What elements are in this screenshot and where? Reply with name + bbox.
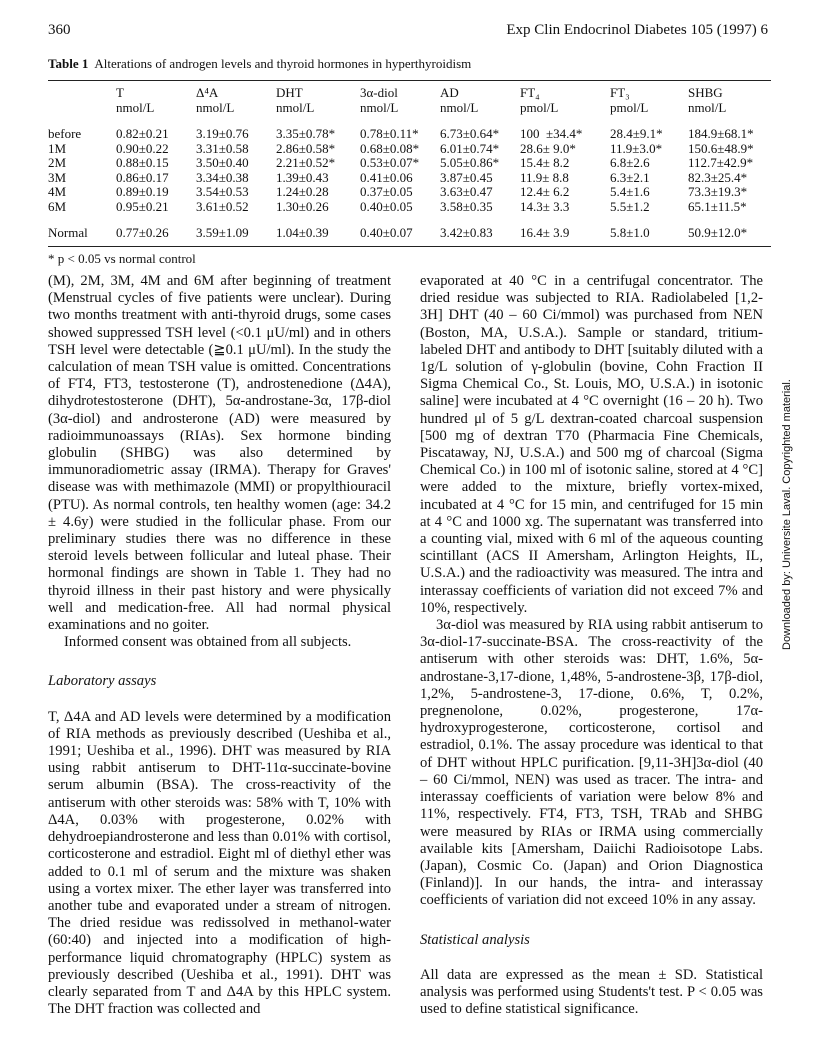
table-cell: 3.31±0.58: [196, 140, 249, 156]
table-row: [48, 200, 771, 215]
table-cell: 12.4± 6.2: [520, 184, 570, 199]
copyright-sidenote: [781, 379, 797, 651]
table-cell: 3.54±0.53: [196, 184, 249, 199]
table-cell: 3.87±0.45: [440, 169, 493, 185]
column-header: [116, 86, 196, 115]
column-name: FT₃: [610, 85, 630, 100]
section-heading: Laboratory assays: [48, 673, 157, 690]
table-cell: 3.63±0.47: [440, 184, 493, 199]
column-name: DHT: [276, 85, 303, 100]
column-header: [48, 86, 116, 115]
column-unit: nmol/L: [360, 99, 399, 115]
table-footnote: * p < 0.05 vs normal control: [48, 251, 196, 266]
column-name: 3α-diol: [360, 85, 398, 100]
table-cell: 2.86±0.58*: [276, 140, 336, 156]
table-cell: 16.4± 3.9: [520, 225, 570, 240]
table-cell: 184.9±68.1*: [688, 126, 754, 141]
column-unit: nmol/L: [276, 99, 315, 115]
paragraph: Informed consent was obtained from all subjects.: [64, 634, 352, 651]
table-row: [48, 185, 771, 200]
table-cell: 73.3±19.3*: [688, 184, 748, 199]
column-name: AD: [440, 85, 459, 100]
table-cell: 3.59±1.09: [196, 225, 249, 240]
table-cell: 0.40±0.05: [360, 198, 413, 214]
row-label: 3M: [48, 169, 67, 185]
table-cell: 5.8±1.0: [610, 225, 650, 240]
table-cell: 5.5±1.2: [610, 198, 650, 214]
table-cell: 28.4±9.1*: [610, 126, 663, 141]
column-unit: nmol/L: [196, 99, 235, 115]
table-cell: 0.77±0.26: [116, 225, 169, 240]
column-header: [440, 86, 520, 115]
table-cell: 15.4± 8.2: [520, 155, 570, 170]
column-name: FT₄: [520, 85, 540, 100]
table-cell: 6.01±0.74*: [440, 140, 500, 156]
table-caption-text: Alterations of androgen levels and thyroid hormones in hyperthyroidism: [94, 56, 472, 71]
table-bottom-rule: [48, 246, 771, 247]
left-column: [48, 273, 391, 1018]
table-cell: 0.68±0.08*: [360, 140, 420, 156]
section-heading: Statistical analysis: [420, 931, 530, 948]
table-cell: 3.61±0.52: [196, 198, 249, 214]
table-cell: 0.40±0.07: [360, 225, 413, 240]
table-row: [48, 127, 771, 142]
table-cell: 2.21±0.52*: [276, 155, 336, 170]
paragraph: All data are expressed as the mean ± SD. Statistical analysis was performed using Students't test. P < 0.05 was used to define statistical significance.: [420, 966, 763, 1018]
table-cell: 0.95±0.21: [116, 198, 169, 214]
row-label: 4M: [48, 184, 67, 199]
paragraph: T, Δ4A and AD levels were determined by a modification of RIA methods as previously described (Ueshiba et al., 1991; Ueshiba et al., 1996). DHT was measured by RIA using rabbit antiserum to DHT-11α-succinate-bovine serum albumin (BSA). The cross-reactivity of the antiserum with other steroids was: 58% with T, 10% with Δ4A, 0.03% with progesterone, 0.02% with dehydroepiandrosterone and less than 0.01% with cortisol, corticosterone and estradiol. Eight ml of diethyl ether was added to 0.1 ml of serum and the mixture was shaken using a vortex mixer. The ether layer was transferred into another tube and evaporated under a stream of nitrogen. The dried residue was redissolved in methanol-water (60:40) and injected into a modification of high-performance liquid chromatography (HPLC) system as previously described (Ueshiba et al., 1991). DHT was clearly separated from T and Δ4A by this HPLC system. The DHT fraction was collected and: [48, 708, 391, 1018]
table-cell: 3.19±0.76: [196, 126, 249, 141]
column-unit: nmol/L: [688, 99, 727, 115]
table-cell: 0.41±0.06: [360, 169, 413, 185]
table-cell: 1.24±0.28: [276, 184, 329, 199]
data-table: [48, 86, 771, 241]
table-cell: 3.35±0.78*: [276, 126, 336, 141]
column-name: SHBG: [688, 85, 723, 100]
table-cell: 65.1±11.5*: [688, 198, 747, 214]
table-cell: 0.53±0.07*: [360, 155, 420, 170]
column-name: Δ⁴A: [196, 85, 219, 100]
table-cell: 50.9±12.0*: [688, 225, 748, 240]
table-row: [48, 156, 771, 171]
table-row: [48, 214, 771, 241]
table-cell: 1.30±0.26: [276, 198, 329, 214]
column-header: [688, 86, 771, 115]
table-cell: 0.78±0.11*: [360, 126, 419, 141]
table-cell: 0.89±0.19: [116, 184, 169, 199]
paragraph: 3α-diol was measured by RIA using rabbit antiserum to 3α-diol-17-succinate-BSA. The cross-reactivity of the antiserum with other steroids was: DHT, 1.6%, 5α-androstane-3,17-dione, 1,48%, 5-androstene-3β, 17β-diol, 1,2%, 5-androstene-3, 17-dione, 0.6%, T, 0.2%, pregnenolone, 0.02%, progesterone, 17α-hydroxyprogesterone, corticosterone, cortisol and estradiol, 0.1%. The assay procedure was identical to that of DHT without HPLC purification. [9,11-3H]3α-diol (40 – 60 Ci/mmol, NEN) was used as tracer. The intra- and interassay coefficients of variation were below 8% and 11%, respectively. FT4, FT3, TSH, TRAb and SHBG were measured by RIAs or IRMA using commercially available kits [Amersham, Daiichi Radioisotope Labs. (Japan), Cosmic Co. (Japan) and Orion Diagnostica (Finland)]. In our hands, the intra- and interassay coefficients of variation did not exceed 10% in any assay.: [420, 617, 763, 909]
table-caption: [48, 56, 471, 72]
row-label: Normal: [48, 225, 88, 240]
row-label: 1M: [48, 140, 67, 156]
table-cell: 100 ±34.4*: [520, 126, 583, 141]
table-top-rule: [48, 80, 771, 81]
row-label: before: [48, 126, 82, 141]
table-cell: 3.50±0.40: [196, 155, 249, 170]
column-header: [276, 86, 360, 115]
table-cell: 3.34±0.38: [196, 169, 249, 185]
paragraph: (M), 2M, 3M, 4M and 6M after beginning of treatment (Menstrual cycles of five patients were unclear). During two months treatment with anti-thyroid drugs, some cases showed suppressed TSH level (<0.1 μU/ml) and in others TSH level were detectable (≧0.1 μU/ml). In the study the calculation of mean TSH value is omitted. Concentrations of FT4, FT3, testosterone (T), androstenedione (Δ4A), dihydrotestosterone (DHT), 5α-androstane-3α, 17β-diol (3α-diol) and androsterone (AD) were measured by radioimmunoassays (RIAs). Sex hormone binding globulin (SHBG) was also determined by immunoradiometric assay (IRMA). Therapy for Graves' disease was with methimazole (MMI) or propylthiouracil (PTU). As normal controls, ten healthy women (age: 34.2 ± 4.6y) were studied in the follicular phase. From our preliminary studies there was no difference in these steroid levels between follicular and luteal phase. Their hormonal findings are shown in Table 1. They had no thyroid illness in their past history and were physically well and medication-free. All had normal physical examinations and no goiter.: [48, 273, 391, 634]
table-cell: 6.73±0.64*: [440, 126, 500, 141]
table-cell: 0.88±0.15: [116, 155, 169, 170]
column-unit: pmol/L: [520, 99, 559, 115]
paragraph: evaporated at 40 °C in a centrifugal concentrator. The dried residue was subjected to RIA. Radiolabeled [1,2-3H] DHT (40 – 60 Ci/mmol) was purchased from NEN (Boston, MA, U.S.A.). Sample or standard, tritium-labeled DHT and antibody to DHT [suitably diluted with a 1g/L solution of γ-globulin (bovine, Cohn Fraction II Sigma Chemical Co., St. Louis, MO, U.S.A.) in isotonic saline] were incubated at 4 °C overnight (16 – 20 h). Two hundred μl of 5 g/L dextran-coated charcoal suspension [500 mg of dextran T70 (Pharmacia Fine Chemicals, Piscataway, NJ, U.S.A.) and 500 mg of charcoal (Sigma Chemical Co.) in 100 ml of isotonic saline, stored at 4 °C] were added to the mixture, briefly vortex-mixed, incubated at 4 °C for 15 min, and centrifuged for 15 min at 4 °C and 1000 xg. The supernatant was transferred into a counting vial, mixed with 6 ml of the aqueous counting scintillant (ACS II Amersham, Arlington Heights, IL, U.S.A.) and the radioactivity was measured. The intra and interassay coefficients of variation did not exceed 7% and 10%, respectively.: [420, 273, 763, 616]
row-label: 2M: [48, 155, 67, 170]
table-row: [48, 171, 771, 186]
column-unit: nmol/L: [116, 99, 155, 115]
table-header-row: [48, 86, 771, 115]
table-cell: 11.9±3.0*: [610, 140, 663, 156]
table-cell: 3.58±0.35: [440, 198, 493, 214]
table-cell: 5.4±1.6: [610, 184, 650, 199]
table-cell: 6.3±2.1: [610, 169, 650, 185]
column-header: [360, 86, 440, 115]
table-cell: 28.6± 9.0*: [520, 140, 576, 156]
table-cell: 5.05±0.86*: [440, 155, 500, 170]
table-cell: 6.8±2.6: [610, 155, 650, 170]
table-cell: 1.04±0.39: [276, 225, 329, 240]
table-cell: 112.7±42.9*: [688, 155, 754, 170]
column-header: [196, 86, 276, 115]
journal-header: Exp Clin Endocrinol Diabetes 105 (1997) 6: [506, 22, 768, 38]
table-cell: 0.86±0.17: [116, 169, 169, 185]
column-header: [610, 86, 688, 115]
column-name: T: [116, 85, 124, 100]
right-column: [420, 273, 763, 1018]
column-unit: nmol/L: [440, 99, 479, 115]
table-cell: 0.37±0.05: [360, 184, 413, 199]
row-label: 6M: [48, 198, 67, 214]
table-cell: 14.3± 3.3: [520, 198, 570, 214]
table-cell: 11.9± 8.8: [520, 169, 569, 185]
column-unit: pmol/L: [610, 99, 649, 115]
table-cell: 0.90±0.22: [116, 140, 169, 156]
table-label: Table 1: [48, 56, 89, 71]
sidenote-text: Downloaded by: Universite Laval. Copyrighted material.: [781, 379, 793, 650]
table-cell: 3.42±0.83: [440, 225, 493, 240]
column-header: [520, 86, 610, 115]
table-cell: 150.6±48.9*: [688, 140, 754, 156]
table-row: [48, 142, 771, 157]
page-number: 360: [48, 22, 71, 38]
table-cell: 1.39±0.43: [276, 169, 329, 185]
table-cell: 82.3±25.4*: [688, 169, 748, 185]
table-cell: 0.82±0.21: [116, 126, 169, 141]
